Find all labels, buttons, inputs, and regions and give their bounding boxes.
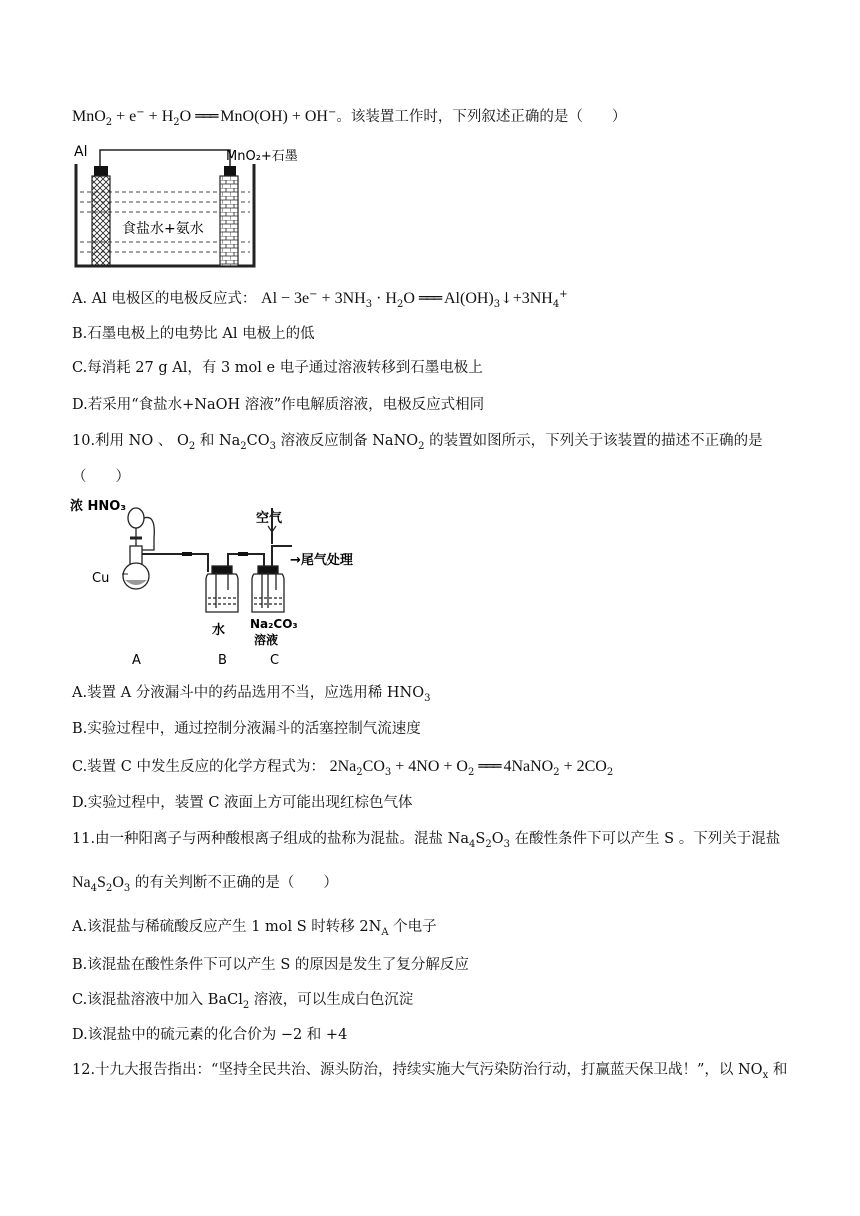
stem-text: 在酸性条件下可以产生 S 。下列关于混盐 [509,831,781,847]
q11-option-c [72,990,413,1010]
formula-part: CO [362,758,385,775]
bottle-b [206,566,238,612]
equals-sign: ═══ [195,107,217,125]
equals-sign: ═══ [418,289,440,307]
formula-part: · H [372,290,397,307]
subscript: 2 [606,766,614,778]
formula-part: MnO(OH) + OH [220,108,328,125]
q9-option-a [72,288,568,309]
subscript: 2 [356,766,363,778]
formula-part: O [403,290,415,307]
option-text: A.该混盐与稀硫酸反应产生 1 mol S 时转移 2N [72,919,382,935]
option-text: 溶液，可以生成白色沉淀 [249,992,414,1008]
stem-text: S [475,831,486,847]
tube-joints [182,552,248,556]
subscript: 4 [90,882,98,894]
subscript: 3 [123,882,131,894]
graphite-electrode [220,176,238,266]
formula-part: O [112,874,124,891]
stem-text: 10.利用 NO 、 O [72,433,189,449]
subscript: 2 [240,440,247,452]
water-label: 水 [212,623,226,638]
solution-label: 溶液 [254,633,279,647]
option-text: 个电子 [388,919,437,935]
subscript: 3 [384,766,392,778]
subscript: 3 [503,838,510,850]
formula-part: MnO [72,108,106,125]
mno2-graphite-label: MnO₂+石墨 [226,149,298,164]
formula-part: Na [72,874,91,891]
subscript: 2 [105,882,113,894]
stem-text: 的有关判断不正确的是（ ） [130,875,338,891]
subscript: 4 [469,838,476,850]
q9-option-d: D.若采用“食盐水+NaOH 溶液”作电解质溶液，电极反应式相同 [72,397,485,413]
equals-sign: ═══ [478,757,500,775]
exhaust-label: →尾气处理 [290,553,353,568]
air-label: 空气 [256,511,283,526]
formula-part: + e [112,108,137,125]
formula-part: Al − 3e [261,290,310,307]
subscript: A [381,926,389,938]
formula-part: + 2CO [559,758,607,775]
q10-stem [72,431,763,451]
q11-option-b: B.该混盐在酸性条件下可以产生 S 的原因是发生了复分解反应 [72,957,469,973]
formula-part: + 3NH [317,290,366,307]
na2co3-label: Na₂CO₃ [250,617,298,631]
q10-answer-paren: （ ） [72,469,130,485]
subscript: 2 [553,766,560,778]
formula-part: 4NaNO [503,758,554,775]
label-a: A [132,653,141,668]
subscript: 3 [365,298,373,310]
option-text: A.装置 A 分液漏斗中的药品选用不当，应选用稀 HNO [72,685,425,701]
q9-option-b: B.石墨电极上的电势比 Al 电极上的低 [72,326,315,342]
apparatus-figure [70,494,400,670]
q10-option-c [72,756,613,777]
stem-text: 和 [768,1062,788,1078]
subscript: 2 [188,440,196,452]
subscript: 2 [396,298,404,310]
option-text: C.装置 C 中发生反应的化学方程式为： [72,759,325,775]
q11-stem-line1 [72,829,780,849]
stem-text: 溶液反应制备 NaNO [276,433,419,449]
q10-option-a [72,683,430,703]
reaction-line-top [72,106,626,127]
subscript: 2 [173,116,180,128]
cu-label: Cu [92,571,110,586]
formula-part: O [179,108,192,125]
formula-part: +3NH [512,290,553,307]
round-flask [123,546,149,589]
stem-text: O [491,831,504,847]
stem-text: 12.十九大报告指出：“坚持全民共治、源头防治，持续实施大气污染防治行动，打赢蓝天保卫战！”，以 NO [72,1062,763,1078]
formula-part: + 4NO + O [391,758,468,775]
stem-text: 和 Na [195,433,241,449]
subscript: 2 [418,440,425,452]
graphite-electrode-cap [224,166,236,176]
q12-stem [72,1060,787,1080]
q10-option-d: D.实验过程中，装置 C 液面上方可能出现红棕色气体 [72,795,413,811]
al-label: Al [74,144,88,160]
subscript: 2 [467,766,475,778]
al-electrode [92,176,110,266]
subscript: 2 [485,838,492,850]
question-tail: 。该装置工作时，下列叙述正确的是（ ） [336,109,627,125]
subscript: 2 [105,116,113,128]
formula-part: Al(OH) [443,290,494,307]
subscript: 2 [242,999,250,1011]
q11-option-a [72,917,437,937]
label-b: B [218,653,227,668]
formula-part: 2Na [329,758,357,775]
q11-stem-line2 [72,873,338,893]
subscript: 4 [552,298,560,310]
formula-part: + H [144,108,174,125]
q11-option-d: D.该混盐中的硫元素的化合价为 −2 和 +4 [72,1027,348,1043]
q9-option-c: C.每消耗 27 g Al，有 3 mol e 电子通过溶液转移到石墨电极上 [72,360,483,376]
bottle-c [252,566,284,612]
q10-option-b: B.实验过程中，通过控制分液漏斗的活塞控制气流速度 [72,721,421,737]
superscript: − [136,107,145,119]
stem-text: 11.由一种阳离子与两种酸根离子组成的盐称为混盐。混盐 Na [72,831,469,847]
subscript: x [762,1069,769,1081]
superscript: + [559,289,568,301]
option-text: C.该混盐溶液中加入 BaCl [72,992,243,1008]
solution-label: 食盐水+氨水 [122,221,204,237]
acid-label: 浓 HNO₃ [70,499,127,514]
separating-funnel [128,508,154,550]
al-electrode-cap [94,166,108,176]
subscript: 3 [424,692,431,704]
option-text: A. Al 电极区的电极反应式： [72,291,257,307]
superscript: − [327,107,337,119]
precipitate-arrow: ↓ [500,289,513,307]
subscript: 3 [269,440,277,452]
stem-text: CO [246,433,270,449]
label-c: C [270,653,280,668]
subscript: 3 [493,298,501,310]
wire [100,150,230,166]
formula-part: S [97,874,106,891]
superscript: − [309,289,318,301]
battery-cell-figure [70,140,320,272]
stem-text: 的装置如图所示，下列关于该装置的描述不正确的是 [424,433,763,449]
